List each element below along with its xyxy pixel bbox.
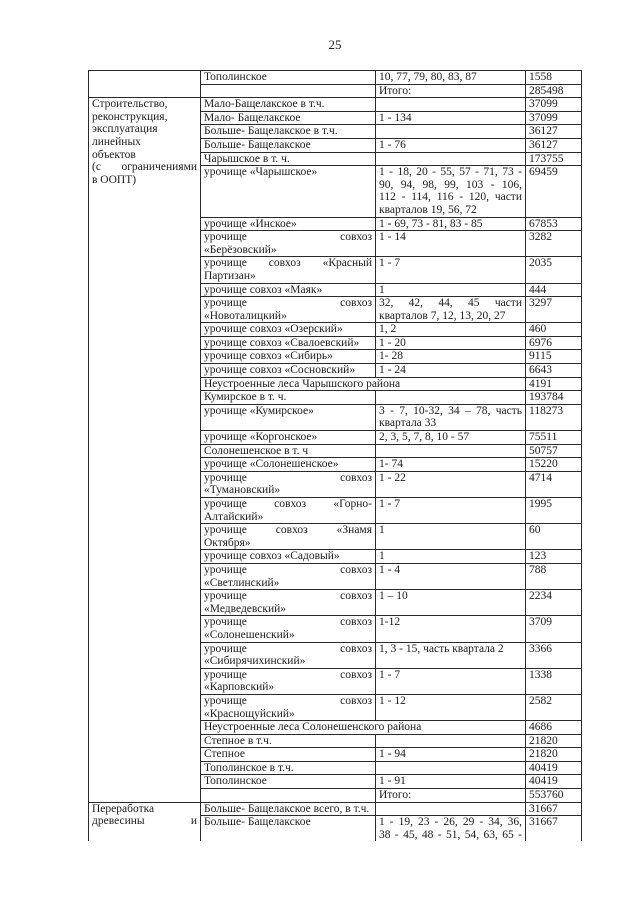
quarters-cell xyxy=(376,694,526,720)
quarters-cell xyxy=(376,391,526,405)
area-cell: 1995 xyxy=(526,498,582,524)
forest-name-cell xyxy=(201,431,376,445)
activity-cell xyxy=(89,802,201,841)
area-cell: 285498 xyxy=(526,84,582,98)
area-cell: 4191 xyxy=(526,377,582,391)
quarters-cell xyxy=(376,404,526,430)
forest-name-cell xyxy=(201,590,376,616)
area-cell: 60 xyxy=(526,524,582,550)
quarters-cell xyxy=(376,283,526,297)
forest-name-line: Неустроенные леса Чарышского района xyxy=(204,377,401,390)
activity-line: эксплуатация xyxy=(92,123,158,136)
quarters-cell xyxy=(376,563,526,589)
forest-name-cell xyxy=(201,336,376,350)
quarters-cell xyxy=(376,458,526,472)
quarters-cell xyxy=(376,471,526,497)
activity-cell xyxy=(89,71,201,98)
quarters-line: 1 - 14 xyxy=(379,231,406,244)
forest-name-line: «Медведевский» xyxy=(204,602,287,615)
forest-name-cell xyxy=(201,748,376,762)
quarters-line: 1 - 18, 20 - 55, 57 - 71, 73 - xyxy=(379,166,522,179)
quarters-line: 90, 94, 98, 99, 103 - 106, xyxy=(379,178,522,191)
area-cell: 15220 xyxy=(526,458,582,472)
area-cell: 37099 xyxy=(526,111,582,125)
forest-name-cell xyxy=(201,404,376,430)
activity-cell xyxy=(89,98,201,802)
forest-name-cell xyxy=(201,84,376,98)
quarters-cell xyxy=(376,138,526,152)
area-cell: 3282 xyxy=(526,231,582,257)
forest-name-line: «Тумановский» xyxy=(204,484,281,497)
area-cell: 173755 xyxy=(526,152,582,166)
forest-name-line: Алтайский» xyxy=(204,510,264,523)
quarters-line: кварталов 7, 12, 13, 20, 27 xyxy=(379,309,506,322)
quarters-line: 1 - 69, 73 - 81, 83 - 85 xyxy=(379,217,483,230)
forest-name-line: урочище совхоз xyxy=(204,642,372,655)
quarters-cell xyxy=(376,323,526,337)
area-cell: 37099 xyxy=(526,98,582,112)
forest-name-cell xyxy=(201,364,376,378)
forest-name-line: урочище «Чарышское» xyxy=(204,166,318,179)
area-cell: 6976 xyxy=(526,336,582,350)
quarters-line: 3 - 7, 10-32, 34 – 78, часть xyxy=(379,404,522,417)
forest-name-line: урочище совхоз xyxy=(204,563,372,576)
forest-name-line: Партизан» xyxy=(204,269,256,282)
forest-name-cell xyxy=(201,721,526,735)
page-number: 25 xyxy=(328,37,342,52)
forest-name-line: урочище совхоз «Знамя xyxy=(204,524,372,537)
quarters-line: 1, 2 xyxy=(379,323,397,336)
quarters-line: 38 - 45, 48 - 51, 54, 63, 65 - xyxy=(379,828,522,841)
forest-name-line: Тополинское в т.ч. xyxy=(204,761,294,774)
forest-name-cell xyxy=(201,231,376,257)
area-cell: 3366 xyxy=(526,642,582,668)
forest-name-cell xyxy=(201,152,376,166)
quarters-cell xyxy=(376,98,526,112)
forest-name-line: Больше- Бащелакское всего, в т.ч. xyxy=(204,802,370,815)
forest-name-line: «Краснощуйский» xyxy=(204,707,295,720)
forest-name-line: Кумирское в т. ч. xyxy=(204,391,287,404)
quarters-cell xyxy=(376,257,526,283)
area-cell: 788 xyxy=(526,563,582,589)
forest-name-cell xyxy=(201,563,376,589)
area-cell: 67853 xyxy=(526,217,582,231)
forest-name-line: урочище «Коргонское» xyxy=(204,431,318,444)
quarters-cell xyxy=(376,734,526,748)
forest-name-cell xyxy=(201,642,376,668)
forest-name-cell xyxy=(201,694,376,720)
forest-name-line: Октября» xyxy=(204,536,251,549)
forest-name-line: «Сибирячихинский» xyxy=(204,655,306,668)
quarters-cell xyxy=(376,111,526,125)
forest-name-cell xyxy=(201,297,376,323)
table-body xyxy=(89,71,582,842)
forest-name-line: «Светлинский» xyxy=(204,576,280,589)
forest-name-line: урочище совхоз xyxy=(204,694,372,707)
quarters-cell xyxy=(376,775,526,789)
forest-name-line: Степное xyxy=(204,748,245,761)
forest-name-cell xyxy=(201,802,376,816)
quarters-cell xyxy=(376,748,526,762)
forest-name-cell xyxy=(201,125,376,139)
quarters-cell xyxy=(376,802,526,816)
forest-name-cell xyxy=(201,668,376,694)
area-cell: 460 xyxy=(526,323,582,337)
forest-name-line: Больше- Бащелакское в т.ч. xyxy=(204,125,338,138)
quarters-cell xyxy=(376,297,526,323)
area-cell: 6643 xyxy=(526,364,582,378)
activity-line: (с ограничениями xyxy=(92,161,197,174)
quarters-line: 112 - 114, 116 - 120, части xyxy=(379,191,522,204)
area-cell: 444 xyxy=(526,283,582,297)
activity-line: реконструкция, xyxy=(92,110,168,123)
quarters-cell xyxy=(376,336,526,350)
quarters-cell xyxy=(376,71,526,85)
quarters-cell xyxy=(376,444,526,458)
forest-name-line: Мало-Бащелакское в т.ч. xyxy=(204,98,325,111)
area-cell: 50757 xyxy=(526,444,582,458)
forest-name-line: урочище совхоз «Сосновский» xyxy=(204,364,356,377)
forest-name-cell xyxy=(201,775,376,789)
quarters-line: 2, 3, 5, 7, 8, 10 - 57 xyxy=(379,431,470,444)
quarters-line: 1 - 7 xyxy=(379,257,401,270)
quarters-cell xyxy=(376,152,526,166)
quarters-line: 1- 28 xyxy=(379,350,403,363)
forest-name-line: урочище совхоз «Озерский» xyxy=(204,323,343,336)
forest-name-line: Неустроенные леса Солонешенского района xyxy=(204,721,422,734)
quarters-line: 1 - 94 xyxy=(379,748,406,761)
forest-name-line: Больше- Бащелакское xyxy=(204,138,311,151)
quarters-line: Итого: xyxy=(379,84,412,97)
forest-name-cell xyxy=(201,789,376,803)
forest-name-cell xyxy=(201,391,376,405)
activity-line: объектов xyxy=(92,148,136,161)
quarters-cell xyxy=(376,668,526,694)
forest-name-line: «Карповский» xyxy=(204,681,275,694)
quarters-cell xyxy=(376,125,526,139)
forest-name-line: Мало- Бащелакское xyxy=(204,111,301,124)
forest-name-line: урочище совхоз «Красный xyxy=(204,257,372,270)
area-cell: 2035 xyxy=(526,257,582,283)
forest-name-line: Чарышское в т. ч. xyxy=(204,152,290,165)
forest-name-cell xyxy=(201,498,376,524)
quarters-cell xyxy=(376,789,526,803)
forest-name-line: урочище «Солонешенское» xyxy=(204,458,339,471)
quarters-cell xyxy=(376,590,526,616)
forest-name-line: урочище совхоз xyxy=(204,616,372,629)
area-cell: 2234 xyxy=(526,590,582,616)
activity-line: Переработка xyxy=(92,802,155,815)
quarters-cell xyxy=(376,550,526,564)
quarters-line: 1-12 xyxy=(379,616,401,629)
area-cell: 21820 xyxy=(526,734,582,748)
quarters-line: 1 - 134 xyxy=(379,111,412,124)
activity-line: линейных xyxy=(92,135,141,148)
forest-name-cell xyxy=(201,350,376,364)
activity-line: древесины и xyxy=(92,815,197,828)
forest-name-cell xyxy=(201,734,376,748)
forest-name-cell xyxy=(201,111,376,125)
forest-name-cell xyxy=(201,524,376,550)
quarters-line: 32, 42, 44, 45 части xyxy=(379,297,522,310)
area-cell: 9115 xyxy=(526,350,582,364)
quarters-cell xyxy=(376,816,526,842)
quarters-line: 1 - 4 xyxy=(379,563,401,576)
forest-name-cell xyxy=(201,138,376,152)
forest-name-line: урочище совхоз «Садовый» xyxy=(204,550,340,563)
area-cell: 31667 xyxy=(526,802,582,816)
area-cell: 553760 xyxy=(526,789,582,803)
quarters-cell xyxy=(376,84,526,98)
quarters-line: 1 – 10 xyxy=(379,590,408,603)
forest-name-line: урочище совхоз «Маяк» xyxy=(204,283,323,296)
quarters-line: 1 xyxy=(379,550,385,563)
quarters-line: 1 xyxy=(379,283,385,296)
table-row xyxy=(89,71,582,85)
quarters-line: 1 - 12 xyxy=(379,694,406,707)
table-row xyxy=(89,98,582,112)
quarters-cell xyxy=(376,350,526,364)
quarters-line: 1 - 91 xyxy=(379,775,406,788)
forest-name-cell xyxy=(201,444,376,458)
quarters-line: 1 xyxy=(379,524,385,537)
activity-line: Строительство, xyxy=(92,98,168,111)
forest-name-line: урочище совхоз xyxy=(204,668,372,681)
area-cell: 40419 xyxy=(526,775,582,789)
forest-name-cell xyxy=(201,71,376,85)
quarters-line: 1 - 24 xyxy=(379,364,406,377)
forest-name-cell xyxy=(201,166,376,217)
quarters-line: 1 - 7 xyxy=(379,498,401,510)
forest-name-line: Солонешенское в т. ч xyxy=(204,444,309,457)
quarters-line: 1 - 22 xyxy=(379,471,406,484)
area-cell: 1338 xyxy=(526,668,582,694)
area-cell: 21820 xyxy=(526,748,582,762)
table-row xyxy=(89,802,582,816)
quarters-cell xyxy=(376,217,526,231)
area-cell: 69459 xyxy=(526,166,582,217)
forest-name-line: урочище совхоз xyxy=(204,590,372,603)
quarters-cell xyxy=(376,524,526,550)
forest-name-cell xyxy=(201,257,376,283)
area-cell: 2582 xyxy=(526,694,582,720)
forest-name-cell xyxy=(201,550,376,564)
quarters-cell xyxy=(376,431,526,445)
quarters-line: 1- 74 xyxy=(379,458,403,471)
forest-name-line: урочище совхоз «Свалоевский» xyxy=(204,336,360,349)
area-cell: 40419 xyxy=(526,761,582,775)
forest-name-line: «Новоталицкий» xyxy=(204,309,287,322)
quarters-cell xyxy=(376,642,526,668)
quarters-line: 1 - 19, 23 - 26, 29 - 34, 36, xyxy=(379,816,522,829)
forest-name-line: урочище совхоз xyxy=(204,231,372,244)
area-cell: 36127 xyxy=(526,125,582,139)
forest-name-cell xyxy=(201,471,376,497)
quarters-line: квартала 33 xyxy=(379,417,437,430)
forest-name-cell xyxy=(201,98,376,112)
forest-name-line: Степное в т.ч. xyxy=(204,734,272,747)
quarters-cell xyxy=(376,616,526,642)
area-cell: 1558 xyxy=(526,71,582,85)
forest-name-cell xyxy=(201,458,376,472)
quarters-cell xyxy=(376,364,526,378)
forest-name-line: урочище совхоз xyxy=(204,471,372,484)
forest-name-cell xyxy=(201,816,376,842)
quarters-line: 1, 3 - 15, часть квартала 2 xyxy=(379,642,504,655)
quarters-line: 1 - 76 xyxy=(379,138,406,151)
area-cell: 3709 xyxy=(526,616,582,642)
area-cell: 193784 xyxy=(526,391,582,405)
quarters-cell xyxy=(376,231,526,257)
area-cell: 4714 xyxy=(526,471,582,497)
forest-table xyxy=(88,70,582,841)
forest-name-line: урочище совхоз «Сибирь» xyxy=(204,350,333,363)
forest-name-line: урочище совхоз xyxy=(204,297,372,310)
forest-name-cell xyxy=(201,616,376,642)
forest-name-line: «Солонешенский» xyxy=(204,628,295,641)
forest-name-line: урочище «Кумирское» xyxy=(204,404,314,417)
area-cell: 118273 xyxy=(526,404,582,430)
quarters-line: 1 - 20 xyxy=(379,336,406,349)
area-cell: 31667 xyxy=(526,816,582,842)
forest-name-line: урочище «Инское» xyxy=(204,217,297,230)
quarters-line: Итого: xyxy=(379,789,412,802)
quarters-line: 10, 77, 79, 80, 83, 87 xyxy=(379,71,477,83)
quarters-line: кварталов 19, 56, 72 xyxy=(379,203,477,216)
forest-name-cell xyxy=(201,323,376,337)
forest-name-cell xyxy=(201,283,376,297)
quarters-cell xyxy=(376,498,526,524)
area-cell: 3297 xyxy=(526,297,582,323)
forest-name-line: Тополинское xyxy=(204,775,267,788)
activity-line: в ООПТ) xyxy=(92,173,137,186)
forest-name-cell xyxy=(201,217,376,231)
forest-name-line: «Берёзовский» xyxy=(204,243,277,256)
quarters-cell xyxy=(376,761,526,775)
forest-name-line: Больше- Бащелакское xyxy=(204,816,311,829)
quarters-line: 1 - 7 xyxy=(379,668,401,681)
area-cell: 4686 xyxy=(526,721,582,735)
quarters-cell xyxy=(376,166,526,217)
forest-name-cell xyxy=(201,377,526,391)
forest-name-line: урочище совхоз «Горно- xyxy=(204,498,372,510)
area-cell: 123 xyxy=(526,550,582,564)
forest-name-cell xyxy=(201,761,376,775)
forest-name-line: Тополинское xyxy=(204,71,267,83)
area-cell: 75511 xyxy=(526,431,582,445)
area-cell: 36127 xyxy=(526,138,582,152)
